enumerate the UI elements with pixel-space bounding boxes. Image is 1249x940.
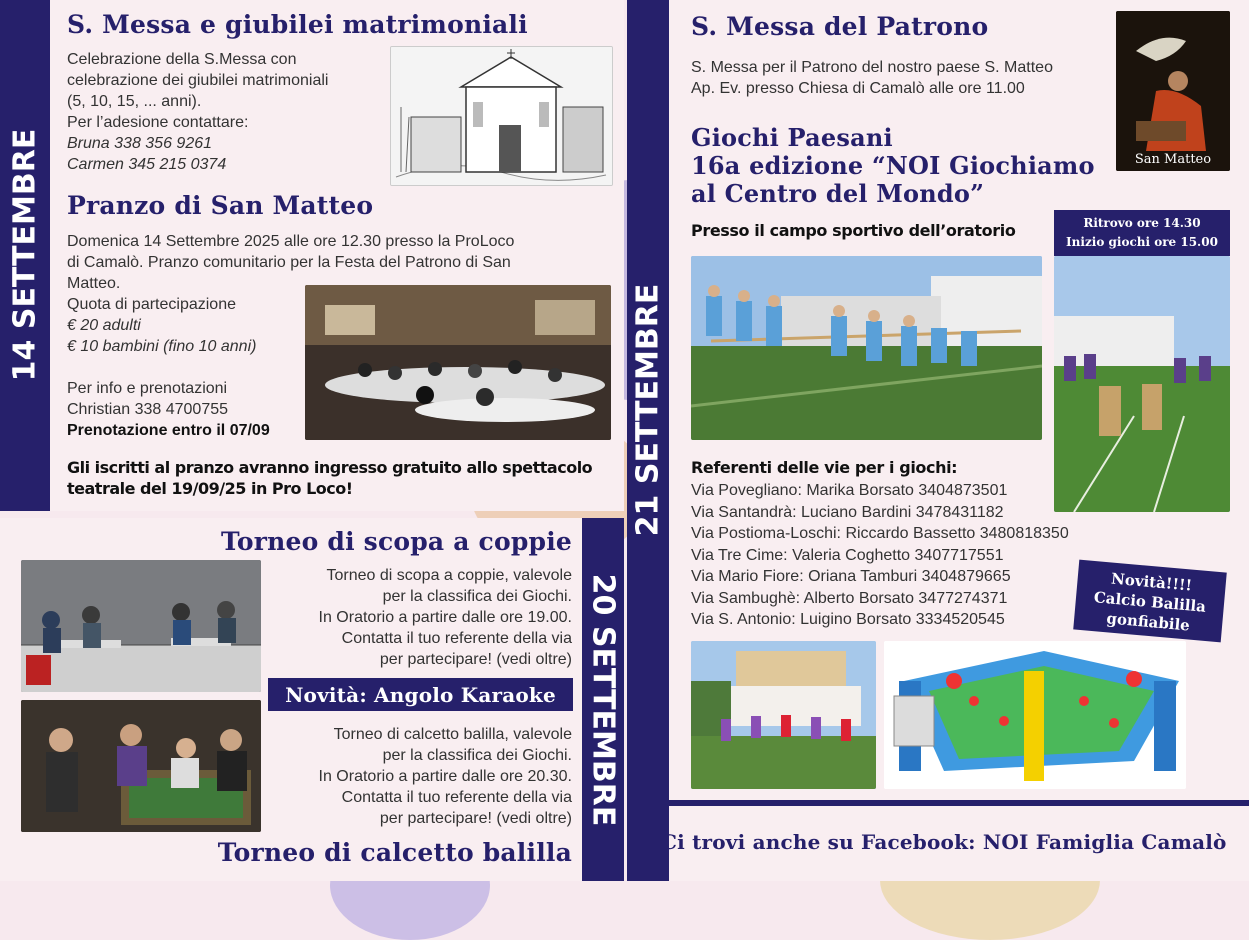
giochi-location: Presso il campo sportivo dell’oratorio [691, 221, 1016, 240]
church-sketch-image [390, 46, 613, 186]
scopa-text [319, 565, 572, 670]
referent-item: Via Postioma-Loschi: Riccardo Bassetto 3480818350 [691, 525, 1069, 542]
text-line: Torneo di calcetto balilla, valevole [333, 726, 572, 743]
giochi-title [691, 124, 1095, 208]
inflatable-foosball-image [884, 641, 1186, 789]
text-line: Christian 338 4700755 [67, 401, 229, 418]
referent-item: Via Santandrà: Luciano Bardini 3478431182 [691, 503, 1004, 521]
village-games-photo [691, 641, 876, 789]
text-line: In Oratorio a partire dalle ore 19.00. [318, 609, 572, 626]
badge-line: Calcio Balilla [1093, 588, 1207, 616]
karaoke-banner [268, 678, 573, 711]
referent-item: Via S. Antonio: Luigino Borsato 3334520545 [691, 611, 1005, 628]
text-line: Ap. Ev. presso Chiesa di Camalò alle ore 11.00 [691, 80, 1025, 97]
note-line: teatrale del 19/09/25 in Pro Loco! [67, 479, 353, 498]
badge-line: Novità!!!! [1110, 569, 1193, 595]
foosball-photo [21, 700, 261, 832]
pranzo-note [67, 457, 592, 499]
middle-date-label: 20 SETTEMBRE [585, 573, 621, 827]
title-line: 16a edizione “NOI Giochiamo [691, 151, 1095, 180]
referent-item: Via Sambughè: Alberto Borsato 3477274371 [691, 589, 1008, 607]
referent-item: Via Povegliano: Marika Borsato 3404873501 [691, 482, 1008, 499]
price-line: € 20 adulti [67, 317, 141, 334]
text-line: In Oratorio a partire dalle ore 20.30. [318, 768, 572, 785]
sack-race-photo [1054, 256, 1230, 512]
text-line: (5, 10, 15, ... anni). [67, 93, 202, 110]
news-badge [1073, 560, 1227, 643]
deadline-line: Prenotazione entro il 07/09 [67, 422, 270, 439]
left-date-label: 14 SETTEMBRE [7, 128, 43, 382]
pranzo-title: Pranzo di San Matteo [67, 191, 374, 220]
schedule-box [1054, 210, 1230, 256]
card-game-photo [21, 560, 261, 692]
text-line: Matteo. [67, 275, 121, 292]
text-line: per partecipare! (vedi oltre) [379, 810, 572, 827]
referents-title: Referenti delle vie per i giochi: [691, 458, 958, 477]
patrono-title: S. Messa del Patrono [691, 12, 989, 41]
dinner-hall-photo [305, 285, 611, 440]
badge-line: gonfiabile [1105, 609, 1191, 635]
text-line: Domenica 14 Settembre 2025 alle ore 12.30 presso la ProLoco [67, 233, 515, 250]
schedule-line: Inizio giochi ore 15.00 [1066, 235, 1218, 249]
right-date-label: 21 SETTEMBRE [630, 283, 666, 537]
price-line: € 10 bambini (fino 10 anni) [67, 338, 257, 355]
title-line: al Centro del Mondo” [691, 179, 985, 208]
referent-item: Via Tre Cime: Valeria Coghetto 3407717551 [691, 546, 1004, 564]
messa-giubilei-text [67, 49, 328, 175]
text-line: Celebrazione della S.Messa con [67, 51, 297, 68]
text-line: Contatta il tuo referente della via [341, 630, 572, 647]
schedule-line: Ritrovo ore 14.30 [1083, 216, 1201, 230]
contact-line: Bruna 338 356 9261 [67, 135, 213, 152]
title-line: Giochi Paesani [691, 123, 893, 152]
text-line: di Camalò. Pranzo comunitario per la Festa del Patrono di San [67, 254, 511, 271]
note-line: Gli iscritti al pranzo avranno ingresso gratuito allo spettacolo [67, 458, 593, 477]
calcetto-title: Torneo di calcetto balilla [217, 838, 572, 867]
text-line: S. Messa per il Patrono del nostro paese S. Matteo [691, 59, 1053, 76]
referents-list [691, 480, 1069, 631]
patrono-text [691, 57, 1053, 99]
scopa-title: Torneo di scopa a coppie [220, 527, 572, 556]
text-line: celebrazione dei giubilei matrimoniali [67, 72, 329, 89]
san-matteo-painting [1116, 11, 1230, 171]
text-line: per partecipare! (vedi oltre) [379, 651, 572, 668]
text-line: Per l’adesione contattare: [67, 114, 249, 131]
text-line: Quota di partecipazione [67, 296, 236, 313]
contact-line: Carmen 345 215 0374 [67, 156, 227, 173]
messa-giubilei-title: S. Messa e giubilei matrimoniali [67, 10, 528, 39]
referent-item: Via Mario Fiore: Oriana Tamburi 3404879665 [691, 568, 1011, 585]
text-line: per la classifica dei Giochi. [382, 588, 572, 605]
text-line: Per info e prenotazioni [67, 380, 228, 397]
painting-caption: San Matteo [1134, 152, 1212, 167]
tug-of-war-photo [691, 256, 1042, 440]
text-line: Torneo di scopa a coppie, valevole [326, 567, 572, 584]
facebook-line: Ci trovi anche su Facebook: NOI Famiglia Camalò [661, 830, 1227, 854]
karaoke-label: Novità: Angolo Karaoke [285, 682, 556, 707]
text-line: Contatta il tuo referente della via [341, 789, 572, 806]
text-line: per la classifica dei Giochi. [382, 747, 572, 764]
calcetto-text [319, 724, 572, 829]
